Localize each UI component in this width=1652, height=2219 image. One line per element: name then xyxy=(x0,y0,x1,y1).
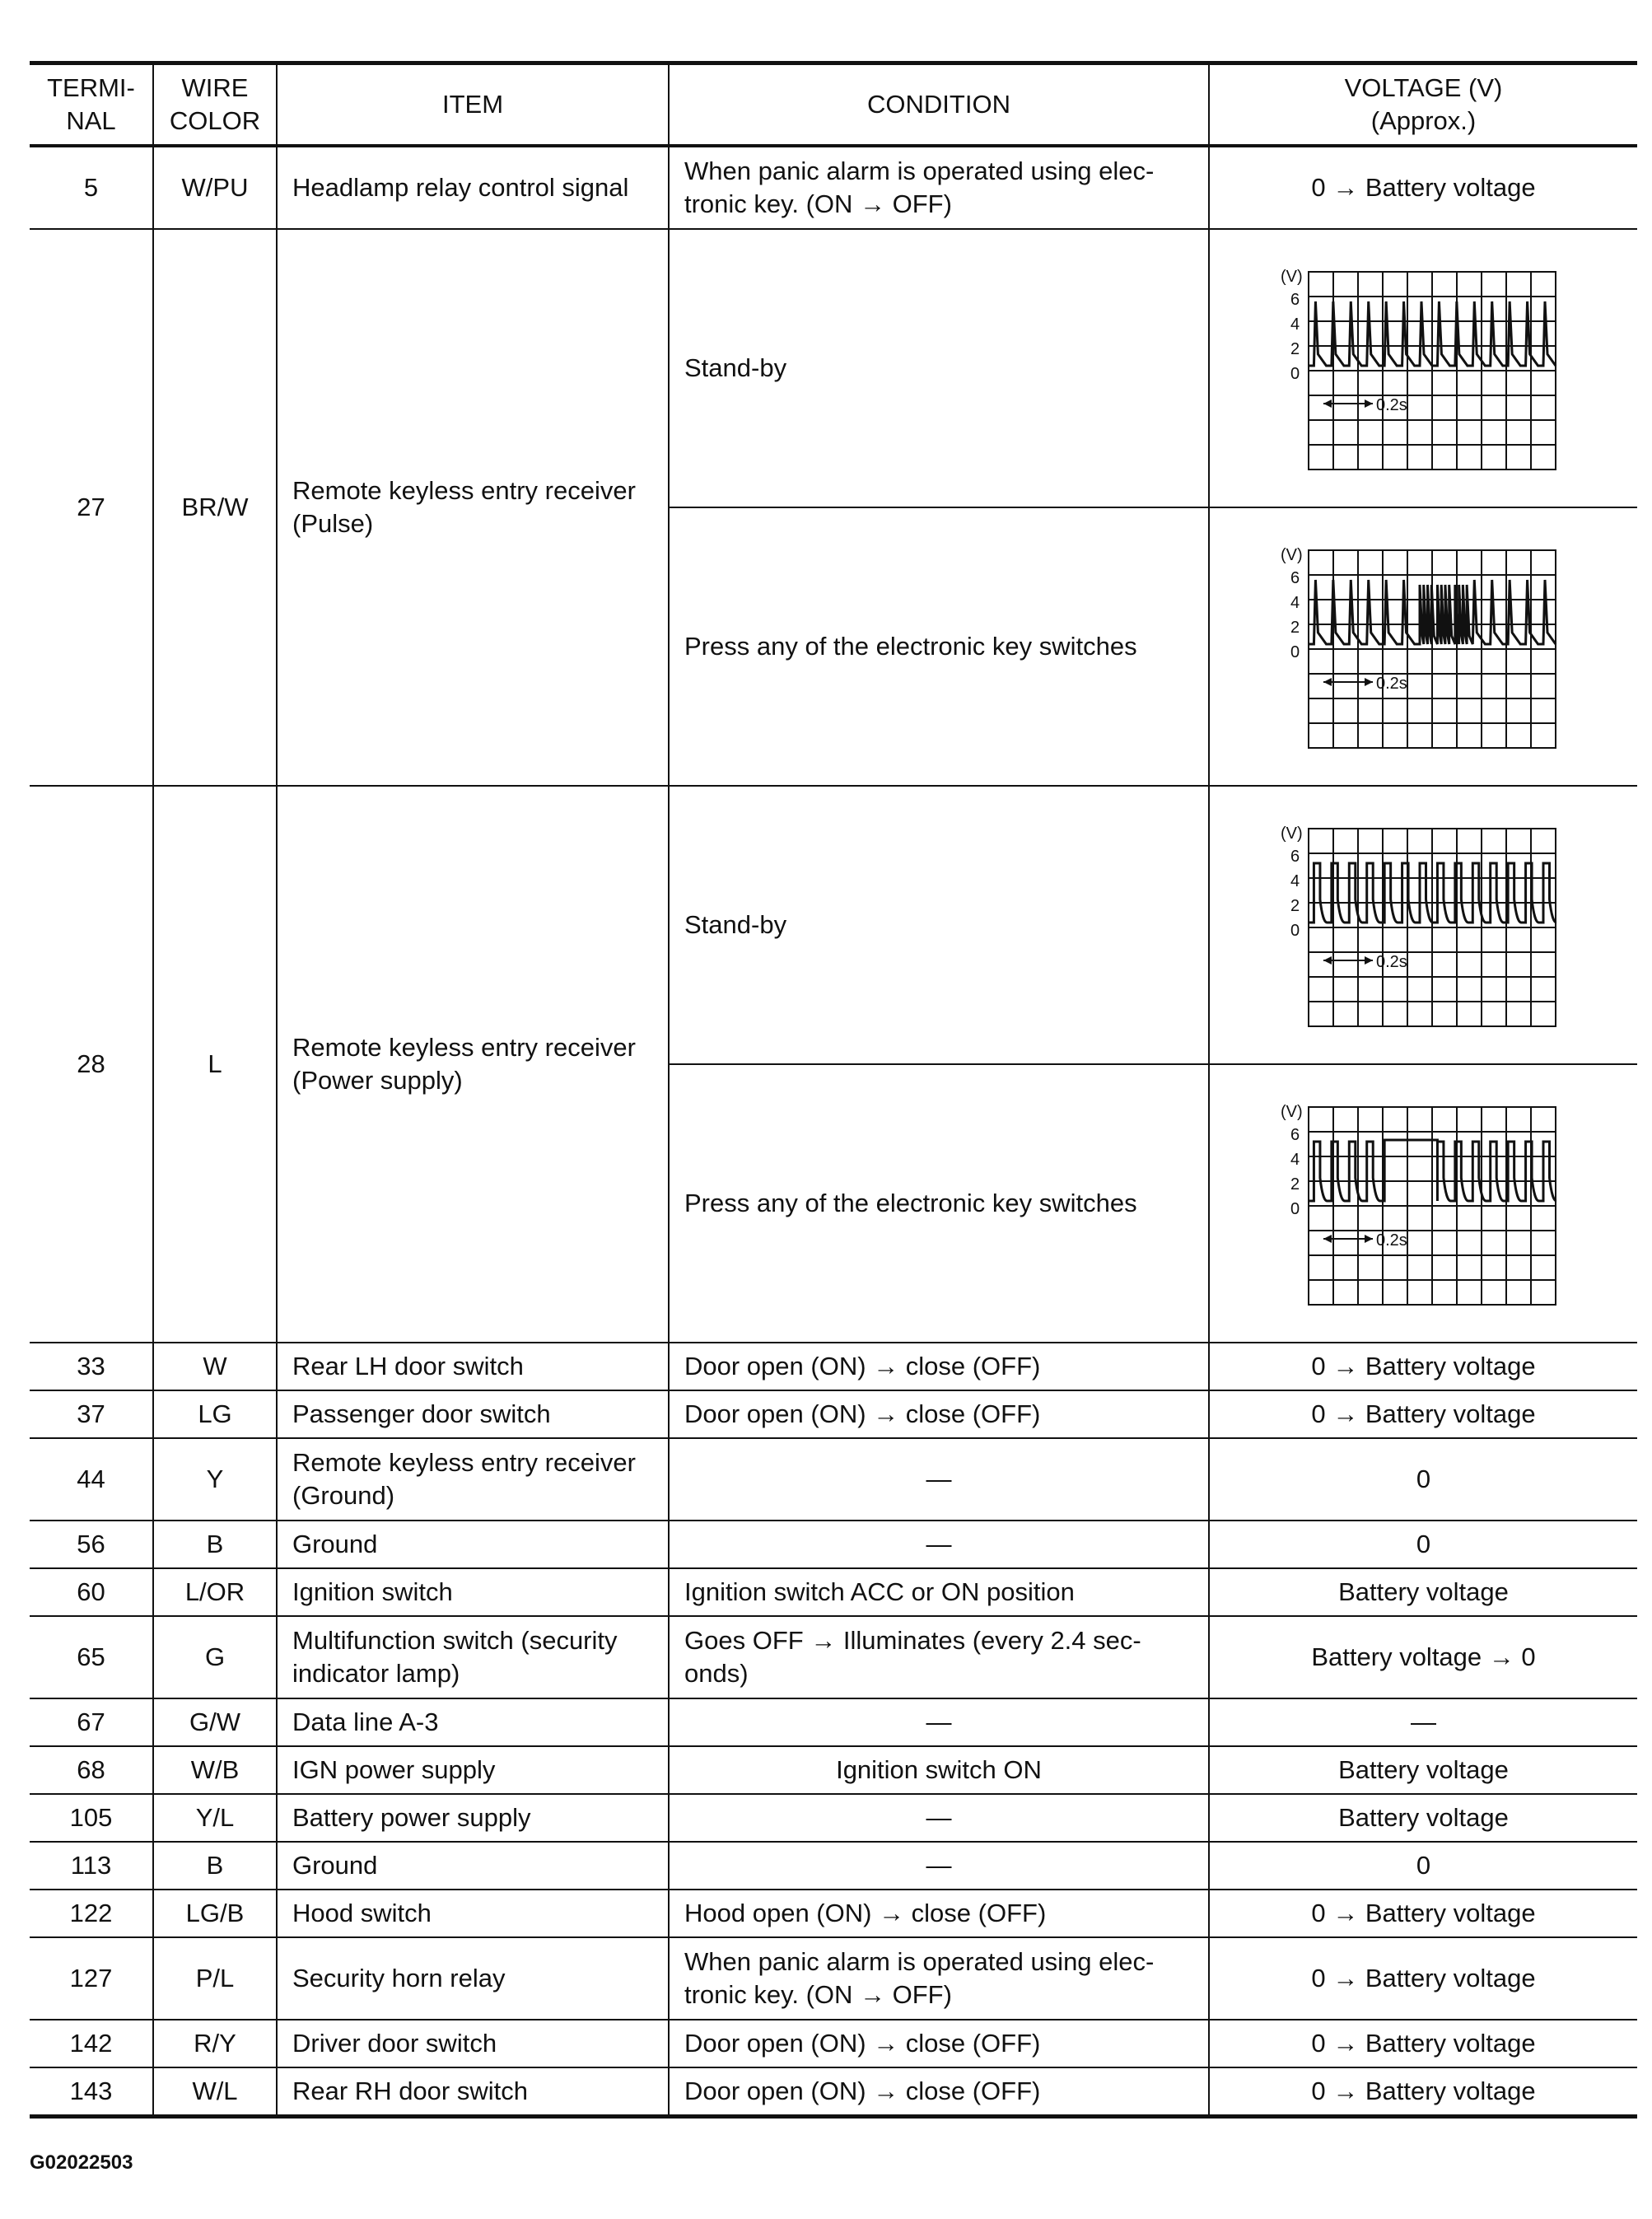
cell-voltage: 0 → Battery voltage xyxy=(1209,2067,1637,2117)
header-voltage-text: VOLTAGE (V) (Approx.) xyxy=(1344,73,1503,135)
cell-terminal: 27 xyxy=(30,229,153,786)
cell-wire-color: Y/L xyxy=(153,1794,277,1842)
oscilloscope-standby-pulse-waveform xyxy=(1276,257,1572,479)
table-row xyxy=(30,1521,1637,1568)
cell-terminal: 28 xyxy=(30,786,153,1343)
cell-item: Data line A-3 xyxy=(277,1698,669,1746)
cell-condition: — xyxy=(669,1698,1209,1746)
table-row xyxy=(30,1568,1637,1616)
scope-y-tick: 2 xyxy=(1290,1175,1300,1194)
cell-wire-color: G xyxy=(153,1616,277,1698)
cell-wire-color: LG/B xyxy=(153,1890,277,1937)
scope-y-tick: 4 xyxy=(1290,1151,1300,1169)
cell-condition: Ignition switch ON xyxy=(669,1746,1209,1794)
header-terminal xyxy=(30,63,153,147)
cell-terminal: 44 xyxy=(30,1438,153,1521)
cell-terminal: 5 xyxy=(30,146,153,229)
cell-wire-color: L xyxy=(153,786,277,1343)
scope-y-tick: 4 xyxy=(1290,872,1300,890)
cell-voltage-waveform xyxy=(1209,1064,1637,1343)
cell-item: Ground xyxy=(277,1521,669,1568)
table-row xyxy=(30,1438,1637,1521)
table-header-row xyxy=(30,63,1637,147)
header-terminal-text: TERMI- NAL xyxy=(47,73,135,135)
table-row xyxy=(30,1890,1637,1937)
scope-unit-label: (V) xyxy=(1280,1103,1303,1121)
cell-condition: Door open (ON) → close (OFF) xyxy=(669,2067,1209,2117)
scope-unit-label: (V) xyxy=(1280,268,1303,286)
cell-voltage: Battery voltage xyxy=(1209,1568,1637,1616)
cell-wire-color: W/B xyxy=(153,1746,277,1794)
cell-item: Ignition switch xyxy=(277,1568,669,1616)
scope-y-tick: 6 xyxy=(1290,848,1300,866)
cell-terminal: 67 xyxy=(30,1698,153,1746)
table-row xyxy=(30,1698,1637,1746)
cell-wire-color: P/L xyxy=(153,1937,277,2020)
header-wire-color xyxy=(153,63,277,147)
cell-wire-color: LG xyxy=(153,1390,277,1438)
scope-y-tick: 0 xyxy=(1290,643,1300,661)
scope-time-label: 0.2s xyxy=(1375,396,1407,414)
cell-condition: Door open (ON) → close (OFF) xyxy=(669,1390,1209,1438)
scope-y-tick: 6 xyxy=(1290,291,1300,309)
cell-voltage: 0 xyxy=(1209,1438,1637,1521)
cell-terminal: 33 xyxy=(30,1343,153,1390)
cell-voltage-waveform xyxy=(1209,507,1637,786)
table-row xyxy=(30,1390,1637,1438)
cell-item: Rear LH door switch xyxy=(277,1343,669,1390)
table-row xyxy=(30,1616,1637,1698)
table-row xyxy=(30,1746,1637,1794)
cell-wire-color: W/PU xyxy=(153,146,277,229)
scope-y-tick: 4 xyxy=(1290,594,1300,612)
cell-wire-color: L/OR xyxy=(153,1568,277,1616)
cell-voltage: 0 → Battery voltage xyxy=(1209,1390,1637,1438)
cell-condition: Door open (ON) → close (OFF) xyxy=(669,2020,1209,2067)
cell-terminal: 127 xyxy=(30,1937,153,2020)
scope-grid xyxy=(1309,272,1556,469)
scope-time-marker xyxy=(1323,399,1373,408)
scope-unit-label: (V) xyxy=(1280,825,1303,843)
cell-wire-color: W xyxy=(153,1343,277,1390)
table-row xyxy=(30,1842,1637,1890)
table-row xyxy=(30,146,1637,229)
cell-item: Hood switch xyxy=(277,1890,669,1937)
cell-terminal: 122 xyxy=(30,1890,153,1937)
cell-terminal: 143 xyxy=(30,2067,153,2117)
header-item xyxy=(277,63,669,147)
table-row xyxy=(30,1937,1637,2020)
cell-voltage: 0 → Battery voltage xyxy=(1209,2020,1637,2067)
table-row xyxy=(30,1794,1637,1842)
header-voltage xyxy=(1209,63,1637,147)
cell-wire-color: Y xyxy=(153,1438,277,1521)
terminal-table-document xyxy=(30,61,1637,2119)
cell-terminal: 60 xyxy=(30,1568,153,1616)
cell-item: Passenger door switch xyxy=(277,1390,669,1438)
cell-item: Multifunction switch (security indicator lamp) xyxy=(277,1616,669,1698)
scope-y-tick: 2 xyxy=(1290,340,1300,358)
scope-y-tick: 0 xyxy=(1290,365,1300,383)
table-row xyxy=(30,1343,1637,1390)
scope-unit-label: (V) xyxy=(1280,546,1303,564)
terminal-voltage-table xyxy=(30,61,1637,2119)
scope-time-marker xyxy=(1323,678,1373,686)
cell-condition: Stand-by xyxy=(669,229,1209,507)
cell-condition: — xyxy=(669,1438,1209,1521)
cell-wire-color: G/W xyxy=(153,1698,277,1746)
scope-y-tick: 2 xyxy=(1290,619,1300,637)
scope-time-marker xyxy=(1323,956,1373,965)
cell-item: Remote keyless entry receiver (Ground) xyxy=(277,1438,669,1521)
cell-item: Headlamp relay control signal xyxy=(277,146,669,229)
scope-grid xyxy=(1309,829,1556,1026)
scope-y-tick: 6 xyxy=(1290,1126,1300,1144)
cell-condition: Goes OFF → Illuminates (every 2.4 sec- onds) xyxy=(669,1616,1209,1698)
scope-y-tick: 4 xyxy=(1290,315,1300,334)
oscilloscope-press-pulse-waveform xyxy=(1276,535,1572,758)
scope-trace xyxy=(1309,580,1556,644)
scope-time-label: 0.2s xyxy=(1375,675,1407,693)
cell-voltage: 0 xyxy=(1209,1521,1637,1568)
cell-condition: Ignition switch ACC or ON position xyxy=(669,1568,1209,1616)
cell-voltage: 0 xyxy=(1209,1842,1637,1890)
scope-time-marker xyxy=(1323,1235,1373,1243)
oscilloscope-standby-power-waveform xyxy=(1276,814,1572,1036)
scope-time-label: 0.2s xyxy=(1375,1231,1407,1250)
cell-terminal: 56 xyxy=(30,1521,153,1568)
table-row xyxy=(30,2020,1637,2067)
cell-voltage: Battery voltage xyxy=(1209,1746,1637,1794)
header-wire-color-text: WIRE COLOR xyxy=(169,73,261,135)
cell-condition: When panic alarm is operated using elec- tronic key. (ON → OFF) xyxy=(669,1937,1209,2020)
cell-item: IGN power supply xyxy=(277,1746,669,1794)
cell-voltage: — xyxy=(1209,1698,1637,1746)
cell-voltage: 0 → Battery voltage xyxy=(1209,146,1637,229)
cell-item: Remote keyless entry receiver (Power supply) xyxy=(277,786,669,1343)
oscilloscope-press-power-waveform xyxy=(1276,1092,1572,1315)
cell-condition: Hood open (ON) → close (OFF) xyxy=(669,1890,1209,1937)
cell-item: Rear RH door switch xyxy=(277,2067,669,2117)
cell-item: Battery power supply xyxy=(277,1794,669,1842)
cell-item: Security horn relay xyxy=(277,1937,669,2020)
scope-y-tick: 2 xyxy=(1290,897,1300,915)
cell-terminal: 68 xyxy=(30,1746,153,1794)
cell-voltage: 0 → Battery voltage xyxy=(1209,1937,1637,2020)
scope-grid xyxy=(1309,1107,1556,1305)
cell-condition: Press any of the electronic key switches xyxy=(669,1064,1209,1343)
cell-terminal: 37 xyxy=(30,1390,153,1438)
cell-wire-color: R/Y xyxy=(153,2020,277,2067)
cell-condition: — xyxy=(669,1794,1209,1842)
cell-voltage-waveform xyxy=(1209,229,1637,507)
scope-y-tick: 0 xyxy=(1290,1200,1300,1218)
table-row xyxy=(30,786,1637,1064)
scope-time-label: 0.2s xyxy=(1375,953,1407,971)
cell-condition: — xyxy=(669,1521,1209,1568)
cell-condition: Press any of the electronic key switches xyxy=(669,507,1209,786)
cell-condition: When panic alarm is operated using elec- tronic key. (ON → OFF) xyxy=(669,146,1209,229)
scope-grid xyxy=(1309,550,1556,748)
cell-condition: — xyxy=(669,1842,1209,1890)
figure-code: G02022503 xyxy=(30,2151,133,2174)
header-condition xyxy=(669,63,1209,147)
cell-wire-color: W/L xyxy=(153,2067,277,2117)
cell-voltage: Battery voltage xyxy=(1209,1794,1637,1842)
cell-item: Driver door switch xyxy=(277,2020,669,2067)
header-condition-text: CONDITION xyxy=(867,90,1010,119)
scope-y-tick: 6 xyxy=(1290,569,1300,587)
cell-voltage: 0 → Battery voltage xyxy=(1209,1890,1637,1937)
cell-voltage: Battery voltage → 0 xyxy=(1209,1616,1637,1698)
cell-condition: Stand-by xyxy=(669,786,1209,1064)
table-row xyxy=(30,229,1637,507)
cell-terminal: 65 xyxy=(30,1616,153,1698)
cell-terminal: 105 xyxy=(30,1794,153,1842)
scope-y-tick: 0 xyxy=(1290,922,1300,940)
cell-wire-color: B xyxy=(153,1842,277,1890)
cell-item: Ground xyxy=(277,1842,669,1890)
cell-item: Remote keyless entry receiver (Pulse) xyxy=(277,229,669,786)
header-item-text: ITEM xyxy=(441,90,504,119)
cell-terminal: 142 xyxy=(30,2020,153,2067)
cell-wire-color: BR/W xyxy=(153,229,277,786)
cell-terminal: 113 xyxy=(30,1842,153,1890)
cell-voltage-waveform xyxy=(1209,786,1637,1064)
cell-condition: Door open (ON) → close (OFF) xyxy=(669,1343,1209,1390)
cell-voltage: 0 → Battery voltage xyxy=(1209,1343,1637,1390)
cell-wire-color: B xyxy=(153,1521,277,1568)
table-row xyxy=(30,2067,1637,2117)
